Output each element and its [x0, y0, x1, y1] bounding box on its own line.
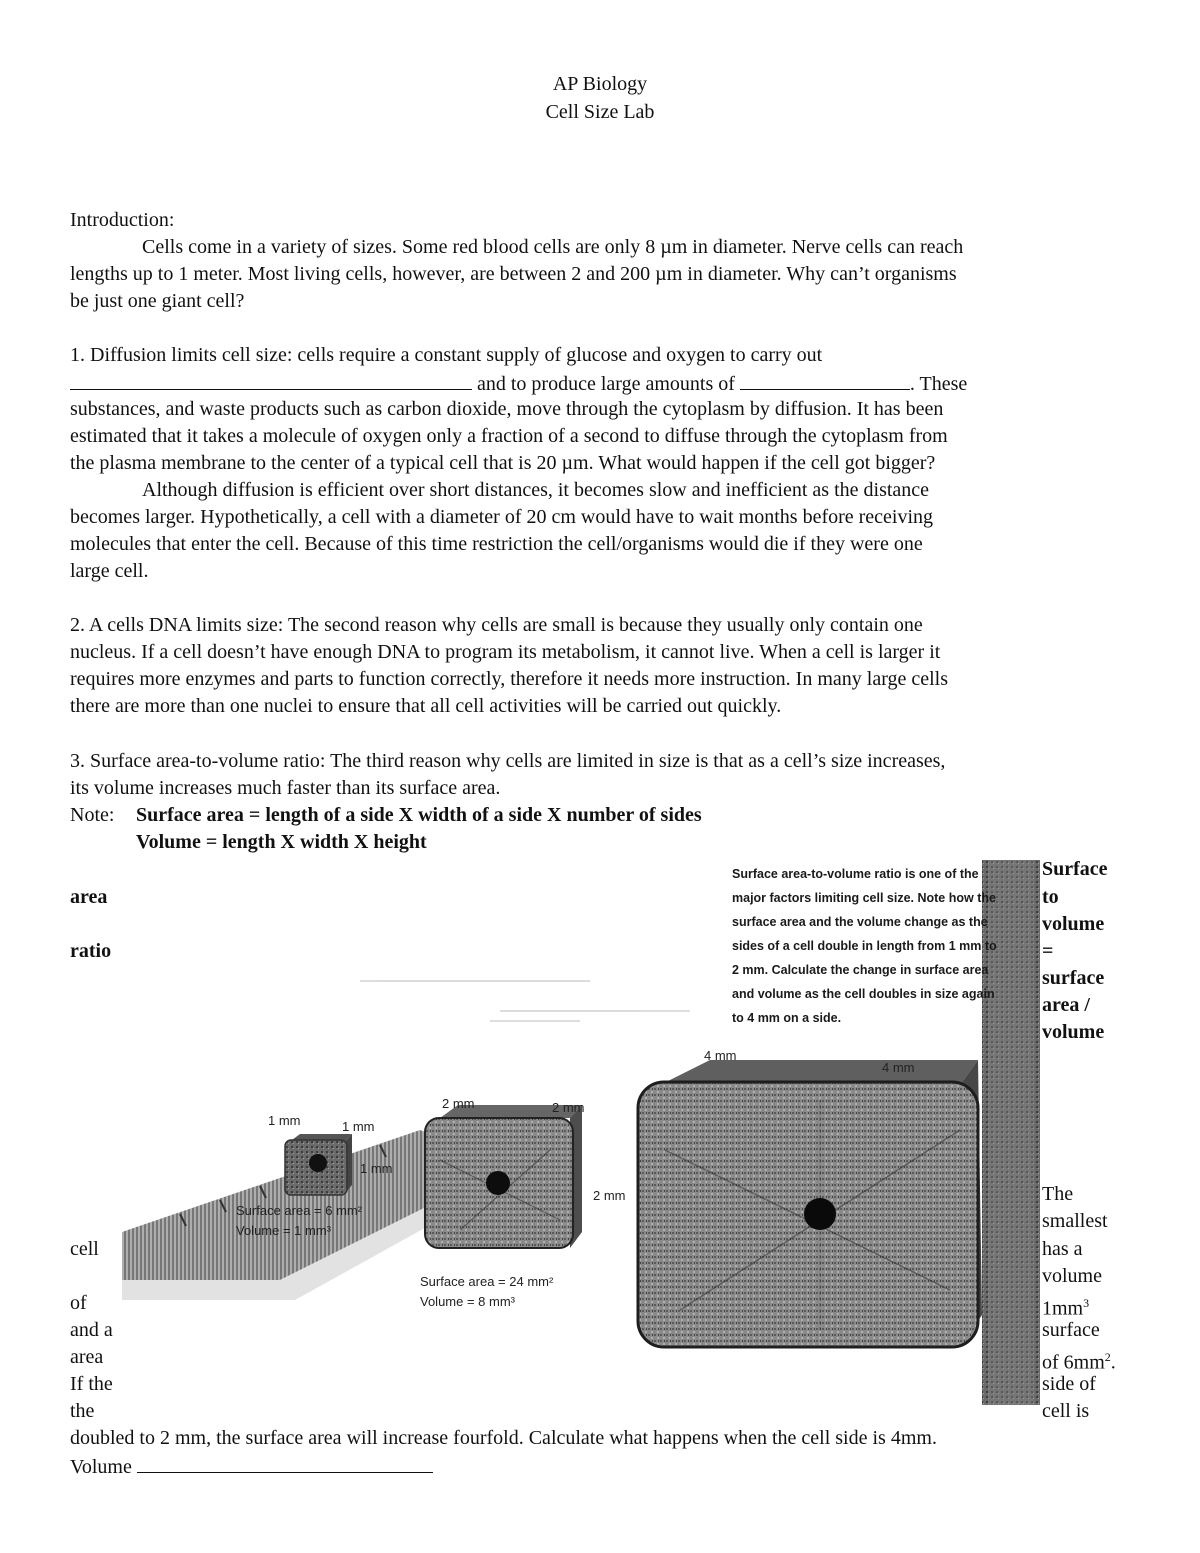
intro-line-2: lengths up to 1 meter. Most living cells, however, are between 2 and 200 µm in diameter. Why can’t organisms: [70, 263, 957, 285]
section1-line-2: and to produce large amounts of . These: [70, 369, 967, 398]
small-cube-label-3: 1 mm: [360, 1161, 393, 1176]
right-word-surface-3: surface: [1042, 1319, 1100, 1341]
medium-cube: [425, 1105, 582, 1248]
left-word-and-a: and a: [70, 1319, 113, 1341]
page-title: Cell Size Lab: [545, 101, 655, 123]
caption-line-7: to 4 mm on a side.: [732, 1011, 842, 1025]
section1-line-3: substances, and waste products such as carbon dioxide, move through the cytoplasm by diffusion. It has been: [70, 398, 944, 420]
section1-line-9: large cell.: [70, 560, 149, 582]
small-cube-area: Surface area = 6 mm²: [236, 1203, 363, 1218]
answer-blank-2[interactable]: [740, 369, 910, 390]
note-label: Note:: [70, 804, 115, 826]
section2-line-1: 2. A cells DNA limits size: The second reason why cells are small is because they usually only contain one: [70, 614, 923, 636]
volume-formula: Volume = length X width X height: [136, 831, 427, 853]
right-word-side-of: side of: [1042, 1373, 1096, 1395]
volume-answer-row: Volume: [70, 1452, 433, 1481]
medium-cube-nucleus: [486, 1171, 510, 1195]
surface-area-formula: Surface area = length of a side X width of a side X number of sides: [136, 804, 702, 826]
medium-cube-label-2: 2 mm: [552, 1100, 585, 1115]
left-word-of: of: [70, 1292, 87, 1314]
right-word-of-6mm2: of $6mm^2$.: [1042, 1350, 1116, 1374]
medium-cube-label-3: 2 mm: [593, 1188, 626, 1203]
caption-line-3: surface area and the volume change as the: [732, 915, 988, 929]
left-word-ratio: ratio: [70, 940, 112, 962]
right-word-volume-3: volume: [1042, 1265, 1102, 1287]
left-word-the: the: [70, 1400, 95, 1422]
large-cube-label-2: 4 mm: [882, 1060, 915, 1075]
large-cube: [638, 1060, 982, 1347]
intro-line-1: Cells come in a variety of sizes. Some red blood cells are only 8 µm in diameter. Nerve cells can reach: [142, 236, 964, 258]
right-word-the: The: [1042, 1183, 1074, 1205]
caption-line-2: major factors limiting cell size. Note how the: [732, 891, 996, 905]
right-word-to: to: [1042, 886, 1059, 908]
intro-heading: Introduction:: [70, 209, 175, 231]
right-word-volume-2: volume: [1042, 1021, 1105, 1043]
right-word-1mm3: $1mm^3$: [1042, 1296, 1090, 1320]
right-word-cell-is: cell is: [1042, 1400, 1090, 1422]
section1-line-1: 1. Diffusion limits cell size: cells require a constant supply of glucose and oxygen to carry out: [70, 344, 823, 366]
answer-blank-1[interactable]: [70, 369, 472, 390]
right-word-has-a: has a: [1042, 1238, 1083, 1260]
small-cube: [285, 1134, 352, 1195]
right-word-surface: Surface: [1042, 858, 1108, 880]
left-word-if-the: If the: [70, 1373, 113, 1395]
closing-line: doubled to 2 mm, the surface area will increase fourfold. Calculate what happens when the cell side is 4mm.: [70, 1427, 937, 1449]
paper-texture: [360, 980, 690, 1022]
section1-line-8: molecules that enter the cell. Because of this time restriction the cell/organisms would die if they were one: [70, 533, 923, 555]
section1-line-6: Although diffusion is efficient over short distances, it becomes slow and inefficient as the distance: [142, 479, 930, 501]
section3-line-2: its volume increases much faster than its surface area.: [70, 777, 501, 799]
medium-cube-area: Surface area = 24 mm²: [420, 1274, 554, 1289]
right-word-area: area /: [1042, 994, 1090, 1016]
large-cube-label-1: 4 mm: [704, 1048, 737, 1063]
small-cube-volume: Volume = 1 mm³: [236, 1223, 332, 1238]
caption-line-1: Surface area-to-volume ratio is one of the: [732, 867, 979, 881]
small-cube-label-1: 1 mm: [268, 1113, 301, 1128]
medium-cube-volume: Volume = 8 mm³: [420, 1294, 516, 1309]
section1-line-5: the plasma membrane to the center of a typical cell that is 20 µm. What would happen if the cell got bigger?: [70, 452, 936, 474]
medium-cube-label-1: 2 mm: [442, 1096, 475, 1111]
left-word-area: area: [70, 886, 108, 908]
section3-line-1: 3. Surface area-to-volume ratio: The third reason why cells are limited in size is that as a cell’s size increases,: [70, 750, 946, 772]
section2-line-2: nucleus. If a cell doesn’t have enough DNA to program its metabolism, it cannot live. When a cell is larger it: [70, 641, 941, 663]
volume-answer-blank[interactable]: [137, 1452, 433, 1473]
figure-caption: [732, 867, 997, 1025]
section2-line-3: requires more enzymes and parts to function correctly, therefore it needs more instruction. In many large cells: [70, 668, 949, 690]
right-word-equals: =: [1042, 940, 1054, 962]
section2-line-4: there are more than one nuclei to ensure that all cell activities will be carried out quickly.: [70, 695, 782, 717]
caption-line-4: sides of a cell double in length from 1 mm to: [732, 939, 997, 953]
caption-line-5: 2 mm. Calculate the change in surface area: [732, 963, 989, 977]
section1-line-4: estimated that it takes a molecule of oxygen only a fraction of a second to diffuse through the cytoplasm from: [70, 425, 948, 447]
caption-line-6: and volume as the cell doubles in size again: [732, 987, 995, 1001]
right-word-smallest: smallest: [1042, 1210, 1108, 1232]
intro-line-3: be just one giant cell?: [70, 290, 245, 312]
left-word-area-2: area: [70, 1346, 104, 1368]
right-word-volume: volume: [1042, 913, 1105, 935]
section1-line-7: becomes larger. Hypothetically, a cell with a diameter of 20 cm would have to wait months before receiving: [70, 506, 934, 528]
cell-size-figure: [120, 860, 1040, 1420]
right-word-surface-2: surface: [1042, 967, 1105, 989]
course-title: AP Biology: [552, 73, 648, 95]
small-cube-nucleus: [309, 1154, 327, 1172]
large-cube-nucleus: [804, 1198, 836, 1230]
small-cube-label-2: 1 mm: [342, 1119, 375, 1134]
left-word-cell: cell: [70, 1238, 99, 1260]
